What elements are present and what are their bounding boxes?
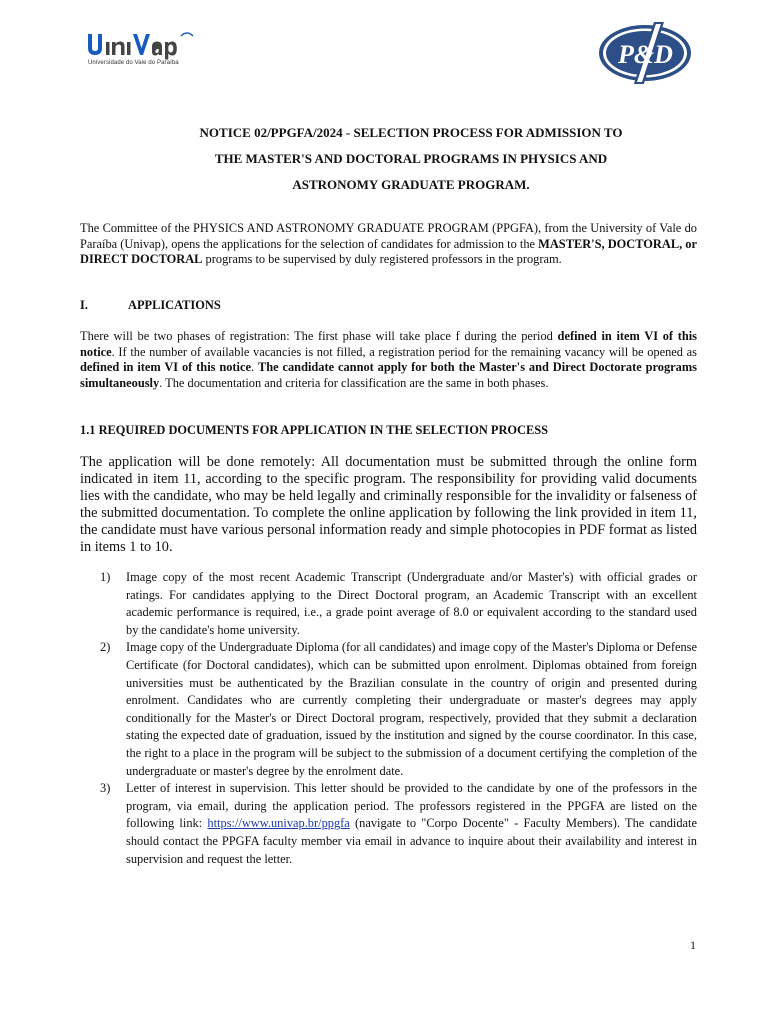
list-item-text: Image copy of the Undergraduate Diploma (for all candidates) and image copy of the Master's Diploma or Defense Certificate (for Doctoral candidates), which can be submitted upon enrolment. Diplomas obtained from foreign universities must be authenticated by the Brazilian consulate in the country of origin and presented during enrolment. Candidates who are currently completing their undergraduate or master's degrees may apply conditionally for the Master's or Direct Doctoral program, respectively, provided that they submit a declaration stating the expected date of graduation, issued by the institution and signed by the course coordinator. In this case, the right to a place in the program will be subject to the submission of a document certifying the completion of the undergraduate or master's degree by the enrolment date.	[126, 640, 697, 778]
section-title: APPLICATIONS	[128, 298, 221, 312]
applications-text: . The documentation and criteria for classification are the same in both phases.	[159, 375, 549, 390]
list-item-number: 2)	[100, 640, 111, 655]
applications-bold-text: defined in item VI of this notice	[80, 329, 697, 359]
applications-paragraph	[80, 329, 697, 391]
univap-logo-subtitle: Universidade do Vale do Paraíba	[88, 60, 179, 66]
list-item-text: Image copy of the most recent Academic Transcript (Undergraduate and/or Master's) with official grades or ratings. For candidates applying to the Direct Doctoral program, an Academic Transcript with an excellent academic performance is required, i.e., a grade point average of 8.0 or equivalent according to the standard used by the candidate's home university.	[126, 570, 697, 637]
list-item-number: 1)	[100, 570, 111, 584]
pd-emblem-icon	[596, 22, 694, 84]
title-line: THE MASTER'S AND DOCTORAL PROGRAMS IN PHYSICS AND	[214, 151, 608, 166]
subsection-heading: 1.1 REQUIRED DOCUMENTS FOR APPLICATION IN THE SELECTION PROCESS	[80, 423, 549, 437]
subsection-body: The application will be done remotely: All documentation must be submitted through the online form indicated in item 11, according to the specific program. The responsibility for providing valid documents lies with the candidate, who may be held legally and criminally responsible for the invalidity or falseness of the submitted documentation. To complete the online application by following the link provided in item 11, the candidate must have various personal information ready and simple photocopies in PDF format as listed in items 1 to 10.	[80, 454, 697, 555]
list-item-text: Letter of interest in supervision. This letter should be provided to the candidate by one of the professors in the program, via email, during the application period. The professors registered in the PPGFA are listed on the following link:	[126, 781, 697, 831]
intro-paragraph	[80, 221, 697, 268]
notice-title	[80, 120, 742, 198]
pd-logo	[596, 22, 694, 84]
title-line: NOTICE 02/PPGFA/2024 - SELECTION PROCESS FOR ADMISSION TO	[199, 125, 623, 140]
intro-text: The Committee of the PHYSICS AND ASTRONOMY GRADUATE PROGRAM (PPGFA), from the University of Vale do Paraíba (Univap), opens the applications for the selection of candidates for admission to the	[80, 221, 697, 251]
documents-list	[100, 569, 697, 868]
univap-wordmark-icon	[86, 30, 194, 60]
list-item-text: (navigate to "Corpo Docente" - Faculty Members). The candidate should contact the PPGFA faculty member via email in advance to inquire about their availability and interest in supervision and request the letter.	[126, 816, 697, 866]
list-item	[100, 780, 697, 868]
applications-bold-text: defined in item VI of this notice	[80, 360, 251, 374]
applications-text: .	[250, 360, 258, 374]
univap-logo	[86, 30, 194, 74]
applications-text: . If the number of available vacancies is not filled, a registration period for the remaining vacancy will be opened as	[111, 344, 697, 359]
list-item-number: 3)	[100, 781, 111, 796]
intro-bold-text: MASTER'S, DOCTORAL, or DIRECT DOCTORAL	[80, 236, 697, 266]
applications-bold-text: The candidate cannot apply for both the Master's and Direct Doctorate programs simultaneously	[80, 360, 697, 390]
section-heading-applications	[80, 298, 221, 313]
page-number: 1	[690, 938, 696, 952]
list-item	[100, 569, 697, 639]
ppgfa-faculty-link[interactable]: https://www.univap.br/ppgfa	[207, 816, 350, 831]
intro-text-end: programs to be supervised by duly registered professors in the program.	[202, 252, 562, 266]
title-line: ASTRONOMY GRADUATE PROGRAM.	[292, 177, 530, 192]
applications-text: There will be two phases of registration: The first phase will take place f during the period	[80, 329, 558, 343]
pd-logo-text: P&D	[618, 40, 673, 69]
list-item	[100, 639, 697, 780]
section-number: I.	[80, 298, 88, 312]
